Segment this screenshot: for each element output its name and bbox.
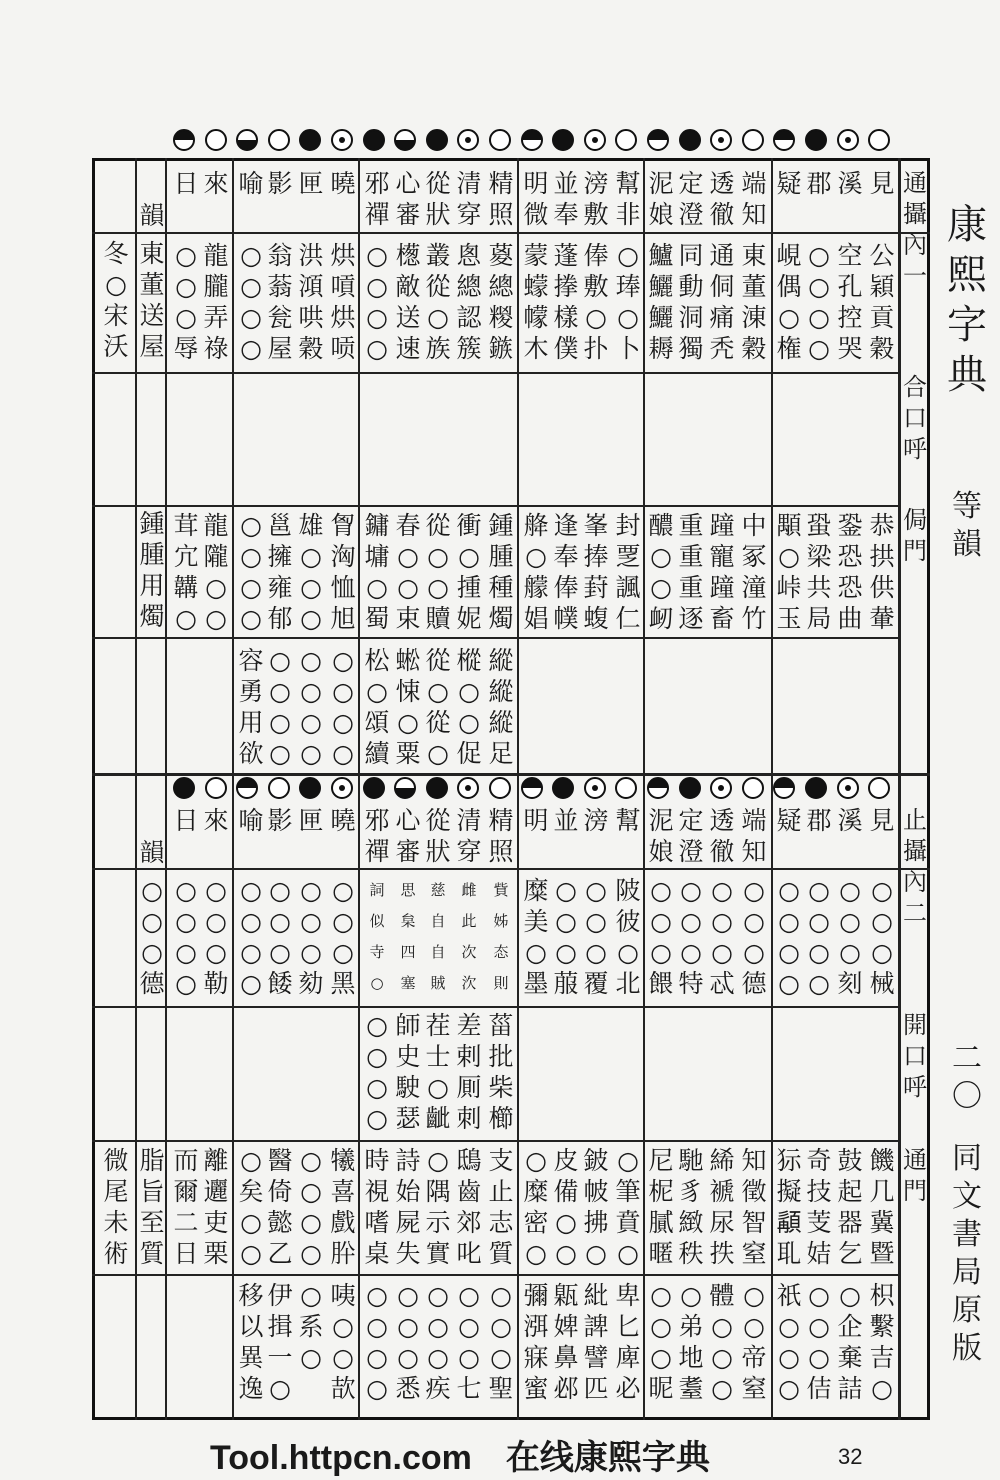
initial-header: 來 <box>203 806 229 835</box>
char-column: 茸 宂 韝 ○ <box>173 511 199 633</box>
tone-symbol-half-top <box>173 129 195 151</box>
tone-symbol-half-top <box>773 129 795 151</box>
tone-symbol-empty <box>868 129 890 151</box>
initial-header: 郡 <box>806 169 832 198</box>
tone-symbol-empty <box>205 129 227 151</box>
char-column: ○ ○ 帝 窒 <box>741 1281 767 1403</box>
char-column: 悤 總 認 簇 <box>456 241 482 363</box>
initial-header: 透 徹 <box>709 806 735 866</box>
char-column: 春 ○ ○ 束 <box>395 511 421 633</box>
initial-header: 定 澄 <box>678 806 704 866</box>
char-column: 體 ○ ○ ○ <box>709 1281 735 1403</box>
char-column: 知 徵 智 窒 <box>741 1146 767 1268</box>
char-column: 東 董 涷 穀 <box>741 241 767 363</box>
initial-header: 精 照 <box>488 169 514 229</box>
row-divider <box>92 637 898 639</box>
char-column: ○ 矣 ○ ○ <box>238 1146 264 1268</box>
row-divider <box>92 1274 898 1276</box>
char-column: ○ 企 棄 詰 <box>837 1281 863 1403</box>
initial-header: 邪 禪 <box>364 806 390 866</box>
volume-label: 二 〇 <box>952 1041 982 1114</box>
tone-symbol-half-top <box>521 129 543 151</box>
tone-symbol-half-bot <box>394 129 416 151</box>
initial-header: 日 <box>173 806 199 835</box>
char-column: 顒 ○ 峠 玉 <box>776 511 802 633</box>
char-column: ○ 糜 密 ○ <box>523 1146 549 1268</box>
tone-symbol-full <box>805 129 827 151</box>
row-divider <box>92 505 898 507</box>
col-divider <box>232 158 234 1420</box>
char-column: 通 侗 痛 秃 <box>709 241 735 363</box>
initial-header: 泥 娘 <box>648 806 674 866</box>
initial-header: 精 照 <box>488 806 514 866</box>
initial-header: 滂 <box>583 806 609 835</box>
char-column: 雄 ○ ○ ○ <box>298 511 324 633</box>
initial-header: 曉 <box>330 169 356 198</box>
char-column: 空 孔 控 哭 <box>837 241 863 363</box>
char-column: 容 勇 用 欲 <box>238 646 264 768</box>
char-column: ○ ○ ○ 餵 <box>648 876 674 998</box>
tone-symbol-full <box>552 129 574 151</box>
char-column: 尼 柅 膩 暱 <box>648 1146 674 1268</box>
initial-header: 喻 <box>238 169 264 198</box>
char-column: 支 止 志 質 <box>488 1146 514 1268</box>
char-column: 絺 褫 尿 抶 <box>709 1146 735 1268</box>
char-column: 茬 士 ○ 齜 <box>425 1011 451 1133</box>
char-column: 詞 似 寺 ○ <box>369 881 385 992</box>
char-column: ○ ○ ○ 黑 <box>330 876 356 998</box>
char-column: 衝 ○ 揰 妮 <box>456 511 482 633</box>
initial-header: 見 <box>869 806 895 835</box>
char-column: ○ ○ ○ ○ <box>300 1146 322 1268</box>
char-column: 狋 擬 𩓿 耴 <box>776 1146 802 1268</box>
char-column: 蓬 搼 樣 僕 <box>553 241 579 363</box>
rhyme-group-label: ○ ○ ○ 德 <box>139 876 165 998</box>
char-column: ○ ○ ○ ○ <box>175 876 197 998</box>
char-column: 而 爾 二 日 <box>173 1146 199 1268</box>
upper-she-label: 通 攝 內 一 <box>903 169 927 290</box>
char-column: 蹱 寵 蹱 畜 <box>709 511 735 633</box>
char-column: 從 ○ ○ 贖 <box>425 511 451 633</box>
char-column: ○ ○ ○ 聖 <box>488 1281 514 1403</box>
tone-symbol-full <box>679 129 701 151</box>
char-column: ○ ○ ○ 悉 <box>395 1281 421 1403</box>
char-column: 逢 奉 俸 幞 <box>553 511 579 633</box>
tone-symbol-half-top <box>647 129 669 151</box>
char-column: 雌 此 次 㳄 <box>461 881 477 992</box>
initial-header: 郡 <box>806 806 832 835</box>
publisher-label: 同 文 書 局 原 版 <box>952 1141 982 1366</box>
char-column: 菑 批 柴 櫛 <box>488 1011 514 1133</box>
char-column: 咦 ○ ○ 欯 <box>330 1281 356 1403</box>
row-divider <box>92 1006 898 1008</box>
char-column: 峯 捧 葑 蝮 <box>583 511 609 633</box>
rhyme-group-label: 鍾 腫 用 燭 <box>139 509 165 631</box>
rhyme-label: 韻 <box>139 838 165 867</box>
char-column: ○ 隅 示 實 <box>425 1146 451 1268</box>
char-column: 鏞 墉 ○ 蜀 <box>364 511 390 633</box>
char-column: 皮 備 ○ ○ <box>553 1146 579 1268</box>
char-column: 枳 繫 吉 ○ <box>869 1281 895 1403</box>
char-column: ○ ○ ○ 佶 <box>806 1281 832 1403</box>
char-column: 洪 澒 哄 穀 <box>298 241 324 363</box>
char-column: 從 ○ 從 ○ <box>425 646 451 768</box>
tone-symbol-empty <box>742 129 764 151</box>
char-column: ○ ○ ○ ○ <box>808 876 830 998</box>
book-title: 康 熙 字 典 <box>947 202 987 398</box>
page-number: 32 <box>838 1444 863 1469</box>
initial-header: 心 審 <box>395 169 421 229</box>
char-column: ○ ○ ○ 菔 <box>553 876 579 998</box>
char-column: 思 枲 四 塞 <box>400 881 416 992</box>
char-column: ○ ○ ○ 特 <box>678 876 704 998</box>
char-column: 蜙 悚 ○ 粟 <box>395 646 421 768</box>
char-column: 慈 自 自 賊 <box>430 881 446 992</box>
char-column: ○ ○ ○ ○ <box>366 1281 388 1403</box>
char-column: 蛩 梁 共 局 <box>806 511 832 633</box>
initial-header: 曉 <box>330 806 356 835</box>
col-divider <box>898 158 901 1420</box>
row-divider <box>92 1140 898 1142</box>
initial-header: 疑 <box>776 169 802 198</box>
section-divider <box>92 773 930 776</box>
char-column: 奇 技 芰 姞 <box>806 1146 832 1268</box>
char-column: ○ ○ ○ 械 <box>869 876 895 998</box>
char-column: 伊 揖 一 ○ <box>267 1281 293 1403</box>
rhyme-label: 韻 <box>139 201 165 230</box>
initial-header: 邪 禪 <box>364 169 390 229</box>
char-column: 舽 ○ 艨 娼 <box>523 511 549 633</box>
rhyme-group-label: 微 尾 未 術 <box>103 1146 129 1268</box>
char-column: 祇 ○ ○ ○ <box>776 1281 802 1403</box>
char-column: 陂 彼 ○ 北 <box>615 876 641 998</box>
char-column: 樅 ○ ○ 促 <box>456 646 482 768</box>
initial-header: 影 <box>267 806 293 835</box>
row-divider <box>92 372 898 374</box>
char-column: ○ ○ ○ 疾 <box>425 1281 451 1403</box>
char-column: ○ ○ ○ ○ <box>300 646 322 768</box>
initial-header: 日 <box>173 169 199 198</box>
char-column: 鈹 帔 拂 ○ <box>583 1146 609 1268</box>
tone-symbol-dot <box>457 129 479 151</box>
initial-header: 明 <box>523 806 549 835</box>
lower-she-label: 止 攝 內 二 <box>903 806 927 927</box>
tone-symbols-top <box>165 129 900 155</box>
char-column: 詩 始 屍 失 <box>395 1146 421 1268</box>
char-column: ○ ○ ○ ○ <box>240 241 262 363</box>
initial-header: 明 微 <box>523 169 549 229</box>
initial-header: 心 審 <box>395 806 421 866</box>
char-column: 同 動 洞 獨 <box>678 241 704 363</box>
char-column: ○ 筆 賁 ○ <box>615 1146 641 1268</box>
col-divider <box>517 158 519 1420</box>
char-column: 中 冢 潼 竹 <box>741 511 767 633</box>
initial-header: 見 <box>869 169 895 198</box>
char-column: 鼓 起 器 乞 <box>837 1146 863 1268</box>
char-column: 醫 倚 懿 乙 <box>267 1146 293 1268</box>
char-column: ○ ○ ○ 勒 <box>203 876 229 998</box>
char-column: ○ ○ ○ 忒 <box>709 876 735 998</box>
char-column: 邕 擁 雍 郁 <box>267 511 293 633</box>
char-column: ○ ○ ○ ○ <box>332 646 354 768</box>
char-column: 恭 拱 供 輂 <box>869 511 895 633</box>
char-column: 松 ○ 頌 續 <box>364 646 390 768</box>
char-column: 縱 縱 縱 足 <box>488 646 514 768</box>
char-column: ○ ○ ○ ○ <box>366 241 388 363</box>
char-column: 醲 ○ ○ 衂 <box>648 511 674 633</box>
char-column: 甈 婢 鼻 邲 <box>553 1281 579 1403</box>
char-column: 師 史 駛 瑟 <box>395 1011 421 1133</box>
char-column: 重 重 重 逐 <box>678 511 704 633</box>
tone-symbol-full <box>363 129 385 151</box>
initial-header: 從 狀 <box>425 806 451 866</box>
char-column: ○ ○ ○ 劾 <box>298 876 324 998</box>
char-column: ○ 琫 ○ 卜 <box>615 241 641 363</box>
initial-header: 從 狀 <box>425 169 451 229</box>
char-column: 公 穎 貢 穀 <box>869 241 895 363</box>
char-column: 馳 豸 緻 秩 <box>678 1146 704 1268</box>
char-column: ○ ○ ○ ○ <box>808 241 830 363</box>
char-column: 移 以 異 逸 <box>238 1281 264 1403</box>
char-column: 紕 諀 譬 匹 <box>583 1281 609 1403</box>
lower-huo-label: 開 口 呼 <box>903 1011 927 1101</box>
char-column: 犧 喜 戲 肸 <box>330 1146 356 1268</box>
row-divider <box>92 232 930 234</box>
char-column: ○ ○ ○ 昵 <box>648 1281 674 1403</box>
rhyme-group-label: 東 董 送 屋 <box>139 239 165 361</box>
char-column: ○ ○ ○ 七 <box>456 1281 482 1403</box>
char-column: 胷 洶 恤 旭 <box>330 511 356 633</box>
char-column: 離 邐 吏 栗 <box>203 1146 229 1268</box>
initial-header: 端 知 <box>741 806 767 866</box>
char-column: ○ ○ ○ 餧 <box>267 876 293 998</box>
section-label: 等 韻 <box>952 489 982 562</box>
initial-header: 透 徹 <box>709 169 735 229</box>
initial-header: 幫 <box>615 806 641 835</box>
char-column: 差 剌 厠 刺 <box>456 1011 482 1133</box>
char-column: 銎 恐 恐 曲 <box>837 511 863 633</box>
initial-header: 幫 非 <box>615 169 641 229</box>
initial-header: 並 奉 <box>553 169 579 229</box>
rhyme-group-label: 冬 ○ 宋 沃 <box>103 239 129 361</box>
tone-symbol-dot <box>710 129 732 151</box>
initial-header: 滂 敷 <box>583 169 609 229</box>
initial-header: 疑 <box>776 806 802 835</box>
tone-symbol-full <box>426 129 448 151</box>
footer-site: Tool.httpcn.com 在线康熙字典 <box>210 1439 710 1477</box>
initial-header: 匣 <box>298 169 324 198</box>
initial-header: 定 澄 <box>678 169 704 229</box>
char-column: 檧 敵 送 速 <box>395 241 421 363</box>
tone-symbol-empty <box>489 129 511 151</box>
char-column: 葼 總 糉 鏃 <box>488 241 514 363</box>
char-column: 烘 嗊 烘 唝 <box>330 241 356 363</box>
char-column: 饑 几 冀 暨 <box>869 1146 895 1268</box>
tone-symbol-dot <box>837 129 859 151</box>
char-column: ○ ○ ○ 刻 <box>837 876 863 998</box>
initial-header: 來 <box>203 169 229 198</box>
initial-header: 端 知 <box>741 169 767 229</box>
initial-header: 清 穿 <box>456 169 482 229</box>
tone-symbol-empty <box>268 129 290 151</box>
char-column: 峴 偶 ○ 権 <box>776 241 802 363</box>
char-column: 龍 隴 ○ ○ <box>203 511 229 633</box>
char-column: 俸 敷 ○ 扑 <box>583 241 609 363</box>
char-column: 封 覂 諷 仁 <box>615 511 641 633</box>
initial-header: 並 <box>553 806 579 835</box>
char-column: ○ ○ ○ 覆 <box>583 876 609 998</box>
char-column: ○ ○ ○ 德 <box>741 876 767 998</box>
char-column: 彌 渳 寐 蜜 <box>523 1281 549 1403</box>
char-column: ○ ○ ○ ○ <box>778 876 800 998</box>
char-column: 鴟 齒 郊 叱 <box>456 1146 482 1268</box>
char-column: 鍾 腫 種 燭 <box>488 511 514 633</box>
row-divider <box>92 868 930 870</box>
char-column: 卑 匕 庳 必 <box>615 1281 641 1403</box>
char-column: 叢 從 ○ 族 <box>425 241 451 363</box>
rhyme-group-label: 脂 旨 至 質 <box>139 1146 165 1268</box>
tone-symbol-full <box>299 129 321 151</box>
tone-symbol-half-bot <box>236 129 258 151</box>
initial-header: 泥 娘 <box>648 169 674 229</box>
initial-header: 溪 <box>837 806 863 835</box>
initial-header: 匣 <box>298 806 324 835</box>
char-column: ○ ○ ○ 辱 <box>173 241 199 363</box>
char-column: ○ 弟 地 耋 <box>678 1281 704 1403</box>
char-column: 時 視 嗜 桌 <box>364 1146 390 1268</box>
char-column: ○ ○ ○ ○ <box>240 511 262 633</box>
lower-men-label: 通 門 <box>903 1146 927 1205</box>
char-column: 蒙 蠓 幪 木 <box>523 241 549 363</box>
initial-header: 影 <box>267 169 293 198</box>
char-column: 糜 美 ○ 墨 <box>523 876 549 998</box>
tone-symbol-empty <box>615 129 637 151</box>
upper-huo-label: 合 口 呼 <box>903 373 927 463</box>
initial-header: 喻 <box>238 806 264 835</box>
tone-symbol-dot <box>584 129 606 151</box>
char-column: ○ ○ ○ ○ <box>269 646 291 768</box>
char-column: ○ ○ ○ ○ <box>366 1011 388 1133</box>
char-column: ○ ○ ○ ○ <box>240 876 262 998</box>
char-column: 貲 姊 态 則 <box>493 881 509 992</box>
tone-symbol-dot <box>331 129 353 151</box>
initial-header: 清 穿 <box>456 806 482 866</box>
char-column: 龍 朧 弄 祿 <box>203 241 229 363</box>
char-column: 鱸 鱺 鱺 耨 <box>648 241 674 363</box>
initial-header: 溪 <box>837 169 863 198</box>
char-column: ○ 系 ○ <box>298 1281 324 1372</box>
upper-men-label: 侷 門 <box>903 506 927 565</box>
char-column: 翁 蓊 瓮 屋 <box>267 241 293 363</box>
